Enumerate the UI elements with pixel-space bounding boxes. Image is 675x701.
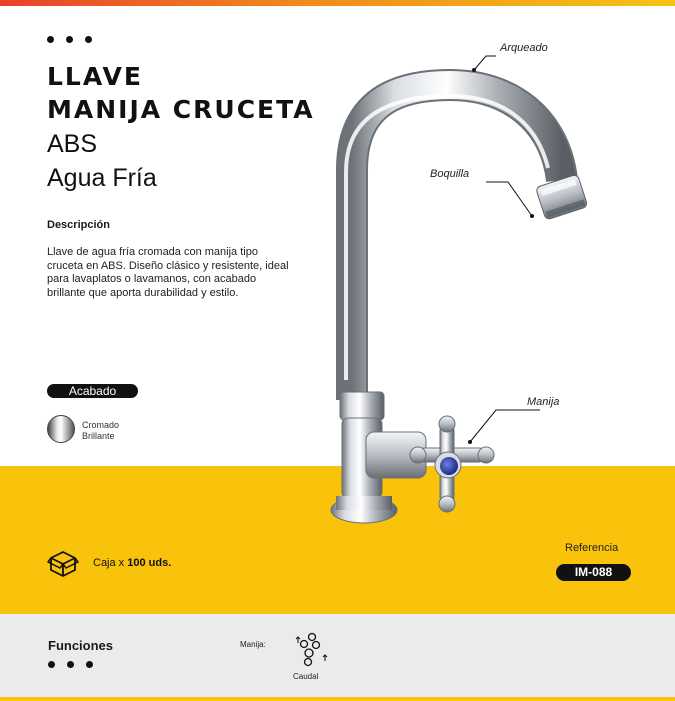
finish-option-line-1: Cromado (82, 420, 120, 430)
functions-heading: Funciones (48, 638, 114, 653)
subtitle-material: ABS (47, 130, 98, 158)
title-line-1: LLAVE (47, 62, 143, 91)
callout-arqueado: Arqueado (500, 42, 548, 54)
description-heading: Descripción (47, 219, 110, 231)
title-line-2: MANIJA CRUCETA (47, 95, 315, 124)
product-title (47, 60, 315, 126)
reference-code: IM-088 (556, 564, 631, 581)
description-body: Llave de agua fría cromada con manija tipo cruceta en ABS. Diseño clásico y resistente, ideal para lavaplatos o lavamanos, con acabado brillante que aporta durabilidad y estilo. (47, 246, 289, 299)
function-manija-label: Manija: (240, 640, 266, 649)
packaging-prefix: Caja x (93, 557, 128, 569)
callout-manija: Manija (527, 396, 560, 408)
top-dots-icon (47, 36, 92, 43)
bottom-dots-icon (48, 661, 93, 668)
callout-boquilla: Boquilla (430, 168, 470, 180)
functions-band (0, 614, 675, 698)
box-icon (47, 548, 79, 580)
reference-label: Referencia (565, 542, 619, 554)
packaging-quantity: 100 uds. (127, 557, 172, 569)
packaging-text (93, 557, 171, 569)
top-gradient-bar (0, 0, 675, 6)
finish-option-label (82, 420, 119, 441)
cross-handle-icon (294, 631, 330, 671)
function-caudal-label: Caudal (293, 672, 319, 681)
finish-option-line-2: Brillante (82, 430, 115, 441)
finish-label: Acabado (47, 384, 138, 398)
subtitle-water: Agua Fría (47, 164, 157, 192)
bottom-accent-bar (0, 697, 675, 701)
chrome-swatch (47, 415, 75, 443)
faucet-illustration (300, 60, 620, 540)
